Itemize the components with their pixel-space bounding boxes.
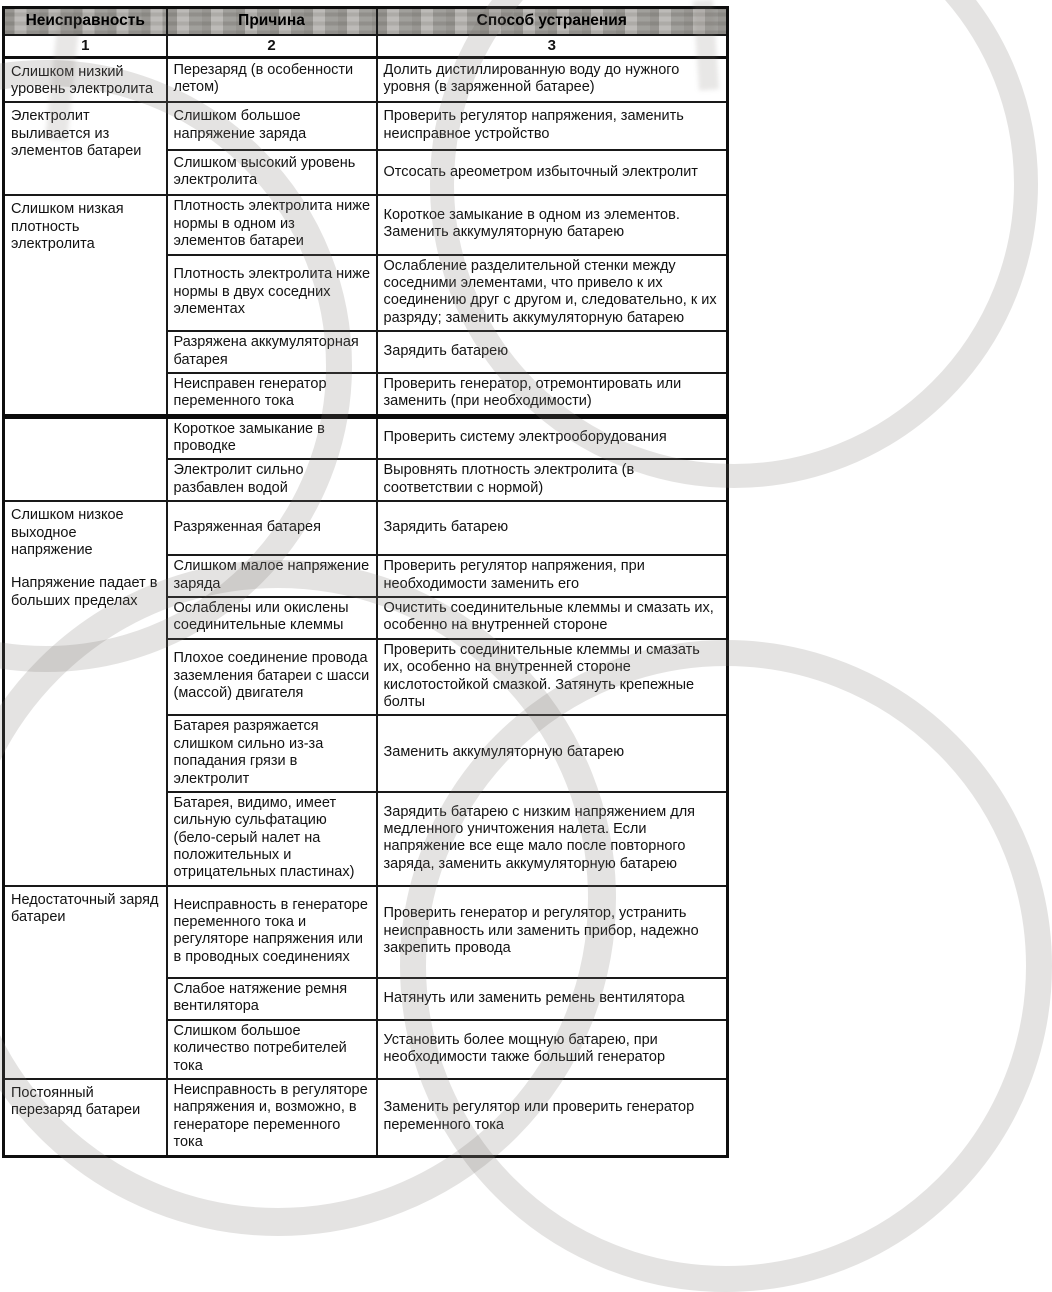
cause-cell: Слабое натяжение ремня вентилятора (167, 978, 377, 1020)
header-fault: Неисправность (4, 8, 167, 35)
remedy-cell: Отсосать ареометром избыточный электролит (377, 150, 728, 195)
cause-cell: Слишком малое напряжение заряда (167, 555, 377, 597)
fault-cell: Недостаточный заряд батареи (4, 886, 167, 1079)
remedy-cell: Проверить соединительные клеммы и смазать их, особенно на внутренней стороне кислотостойкой смазкой. Затянуть крепежные болты (377, 639, 728, 716)
fault-cell: Постоянный перезаряд батареи (4, 1079, 167, 1156)
cause-cell: Плохое соединение провода заземления батареи с шасси (массой) двигателя (167, 639, 377, 716)
fault-table (2, 6, 729, 1158)
column-number-3: 3 (377, 35, 728, 58)
table-row (4, 416, 728, 459)
remedy-cell: Короткое замыкание в одном из элементов. Заменить аккумуляторную батарею (377, 195, 728, 254)
table-row (4, 57, 728, 102)
fault-cell (4, 501, 167, 886)
header-remedy: Способ устранения (377, 8, 728, 35)
table-row (4, 886, 728, 978)
fault-cell: Электролит выливается из элементов батареи (4, 102, 167, 195)
table-row (4, 501, 728, 555)
cause-cell: Разряжена аккумуляторная батарея (167, 331, 377, 373)
remedy-cell: Выровнять плотность электролита (в соответствии с нормой) (377, 459, 728, 501)
remedy-cell: Зарядить батарею (377, 501, 728, 555)
cause-cell: Плотность электролита ниже нормы в двух соседних элементах (167, 255, 377, 332)
column-number-row (4, 35, 728, 58)
header-cause: Причина (167, 8, 377, 35)
column-number-2: 2 (167, 35, 377, 58)
cause-cell: Короткое замыкание в проводке (167, 416, 377, 459)
cause-cell: Батарея, видимо, имеет сильную сульфатацию (бело-серый налет на положительных и отрицательных пластинах) (167, 792, 377, 886)
remedy-cell: Проверить систему электрооборудования (377, 416, 728, 459)
cause-cell: Неисправность в генераторе переменного тока и регуляторе напряжения или в проводных соединениях (167, 886, 377, 978)
fault-cell: Слишком низкая плотность электролита (4, 195, 167, 416)
table-row (4, 195, 728, 254)
column-number-1: 1 (4, 35, 167, 58)
cause-cell: Разряженная батарея (167, 501, 377, 555)
table-row (4, 1079, 728, 1156)
fault-line-2: Напряжение падает в больших пределах (11, 575, 158, 609)
remedy-cell: Заменить регулятор или проверить генератор переменного тока (377, 1079, 728, 1156)
cause-cell: Неисправен генератор переменного тока (167, 373, 377, 416)
remedy-cell: Ослабление разделительной стенки между соседними элементами, что привело к их соединению друг с другом и, следовательно, к их разряду; заменить аккумуляторную батарею (377, 255, 728, 332)
cause-cell: Плотность электролита ниже нормы в одном из элементов батареи (167, 195, 377, 254)
cause-cell: Слишком высокий уровень электролита (167, 150, 377, 195)
cause-cell: Ослаблены или окислены соединительные клеммы (167, 597, 377, 639)
cause-cell: Неисправность в регуляторе напряжения и, возможно, в генераторе переменного тока (167, 1079, 377, 1156)
table-row (4, 102, 728, 150)
cause-cell: Слишком большое количество потребителей тока (167, 1020, 377, 1079)
remedy-cell: Очистить соединительные клеммы и смазать их, особенно на внутренней стороне (377, 597, 728, 639)
fault-line-1: Слишком низкое выходное напряжение (11, 507, 124, 559)
cause-cell: Батарея разряжается слишком сильно из-за попадания грязи в электролит (167, 715, 377, 792)
remedy-cell: Проверить регулятор напряжения, при необходимости заменить его (377, 555, 728, 597)
remedy-cell: Зарядить батарею с низким напряжением для медленного уничтожения налета. Если напряжение все еще мало после повторного заряда, заменить аккумуляторную батарею (377, 792, 728, 886)
table-header-row (4, 8, 728, 35)
remedy-cell: Натянуть или заменить ремень вентилятора (377, 978, 728, 1020)
fault-cell-empty (4, 416, 167, 501)
remedy-cell: Заменить аккумуляторную батарею (377, 715, 728, 792)
remedy-cell: Проверить генератор и регулятор, устранить неисправность или заменить прибор, надежно закрепить провода (377, 886, 728, 978)
cause-cell: Электролит сильно разбавлен водой (167, 459, 377, 501)
fault-cell: Слишком низкий уровень электролита (4, 57, 167, 102)
remedy-cell: Долить дистиллированную воду до нужного уровня (в заряженной батарее) (377, 57, 728, 102)
remedy-cell: Зарядить батарею (377, 331, 728, 373)
cause-cell: Перезаряд (в особенности летом) (167, 57, 377, 102)
remedy-cell: Проверить регулятор напряжения, заменить неисправное устройство (377, 102, 728, 150)
remedy-cell: Проверить генератор, отремонтировать или заменить (при необходимости) (377, 373, 728, 416)
remedy-cell: Установить более мощную батарею, при необходимости также больший генератор (377, 1020, 728, 1079)
cause-cell: Слишком большое напряжение заряда (167, 102, 377, 150)
